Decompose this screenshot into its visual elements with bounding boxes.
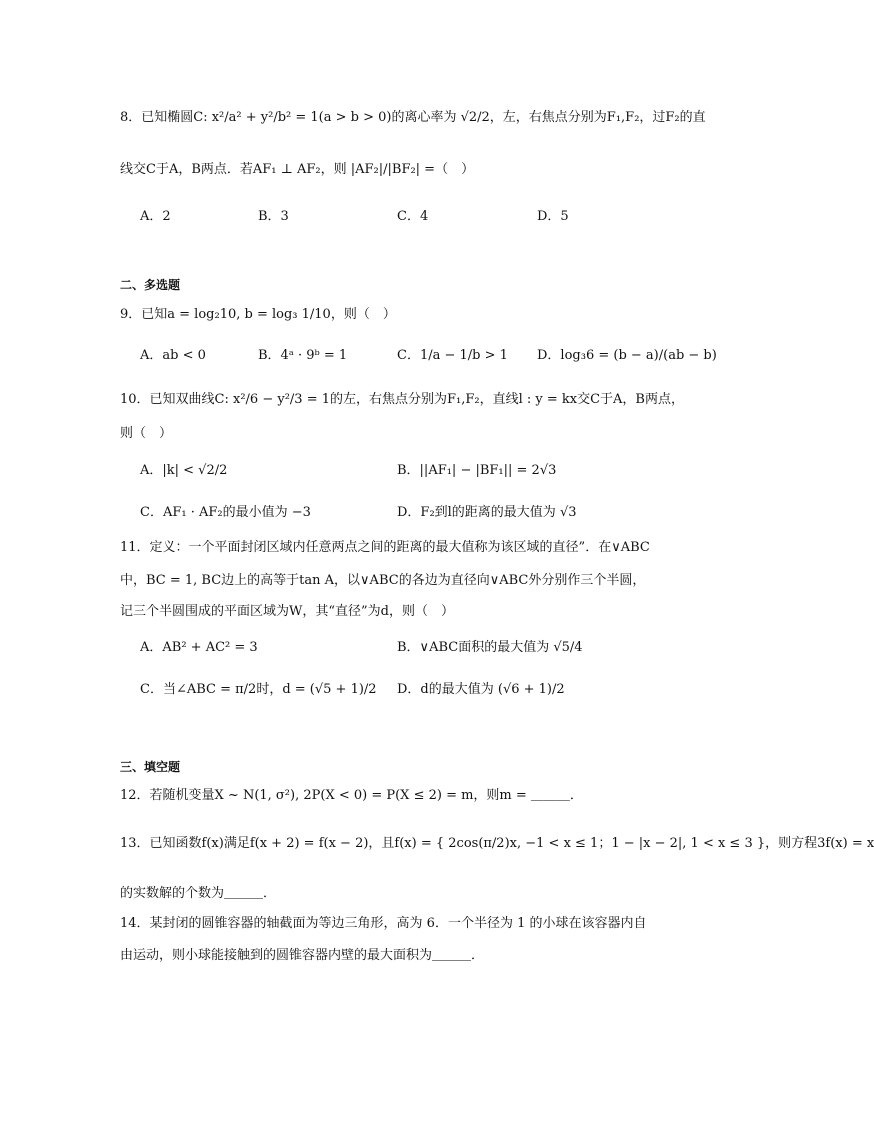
q10-option-d: D．F₂到l的距离的最大值为 √3 [397, 505, 577, 520]
q9-stem: 9．已知a = log₂10, b = log₃ 1/10，则（ ） [120, 307, 396, 322]
q11-option-c: C．当∠ABC = π/2时，d = (√5 + 1)/2 [140, 682, 377, 697]
q11-stem-line2: 中，BC = 1, BC边上的高等于tan A，以∨ABC的各边为直径向∨ABC外分别作三个半圆， [120, 573, 646, 588]
q8-option-b: B．3 [258, 209, 289, 224]
q9-option-a: A．ab < 0 [140, 348, 206, 363]
q10-option-a: A．|k| < √2/2 [140, 463, 228, 478]
q10-option-c: C．AF₁ · AF₂的最小值为 −3 [140, 505, 311, 520]
q11-option-b: B．∨ABC面积的最大值为 √5/4 [397, 640, 583, 655]
section-heading-fill-in: 三、填空题 [120, 760, 181, 774]
q11-option-a: A．AB² + AC² = 3 [140, 640, 258, 655]
q13-stem-line1: 13．已知函数f(x)满足f(x + 2) = f(x − 2)，且f(x) = { 2cos(π/2)x, −1 < x ≤ 1；1 − |x − 2|, 1 < x ≤ 3 }，则方程3f(x) = x [120, 836, 874, 851]
q8-stem-line1: 8．已知椭圆C: x²/a² + y²/b² = 1(a > b > 0)的离心率为 √2/2，左，右焦点分别为F₁,F₂，过F₂的直 [120, 110, 706, 125]
section-heading-multiple-choice: 二、多选题 [120, 278, 181, 292]
q14-stem-line2: 由运动，则小球能接触到的圆锥容器内壁的最大面积为＿＿＿． [120, 948, 485, 963]
q10-option-b: B．||AF₁| − |BF₁|| = 2√3 [397, 463, 557, 478]
q13-stem-line2: 的实数解的个数为＿＿＿． [120, 886, 277, 901]
q9-option-d: D．log₃6 = (b − a)/(ab − b) [537, 348, 717, 363]
q10-stem-line1: 10．已知双曲线C: x²/6 − y²/3 = 1的左，右焦点分别为F₁,F₂，直线l : y = kx交C于A，B两点， [120, 392, 684, 407]
q9-option-b: B．4ᵃ · 9ᵇ = 1 [258, 348, 348, 363]
q10-stem-line2: 则（ ） [120, 426, 173, 441]
q11-option-d: D．d的最大值为 (√6 + 1)/2 [397, 682, 565, 697]
q14-stem-line1: 14．某封闭的圆锥容器的轴截面为等边三角形，高为 6．一个半径为 1 的小球在该容器内自 [120, 916, 647, 931]
q11-stem-line1: 11．定义：一个平面封闭区域内任意两点之间的距离的最大值称为该区域的直径”．在∨ABC [120, 540, 650, 555]
q8-option-c: C．4 [397, 209, 429, 224]
q12-stem: 12．若随机变量X ~ N(1, σ²), 2P(X < 0) = P(X ≤ 2) = m，则m = ＿＿＿． [120, 788, 583, 803]
q9-option-c: C．1/a − 1/b > 1 [397, 348, 508, 363]
q11-stem-line3: 记三个半圆围成的平面区域为W，其“直径”为d，则（ ） [120, 604, 454, 619]
q8-option-d: D．5 [537, 209, 569, 224]
q8-stem-line2: 线交C于A，B两点．若AF₁ ⊥ AF₂，则 |AF₂|/|BF₂| =（ ） [120, 162, 475, 177]
q8-option-a: A．2 [140, 209, 171, 224]
